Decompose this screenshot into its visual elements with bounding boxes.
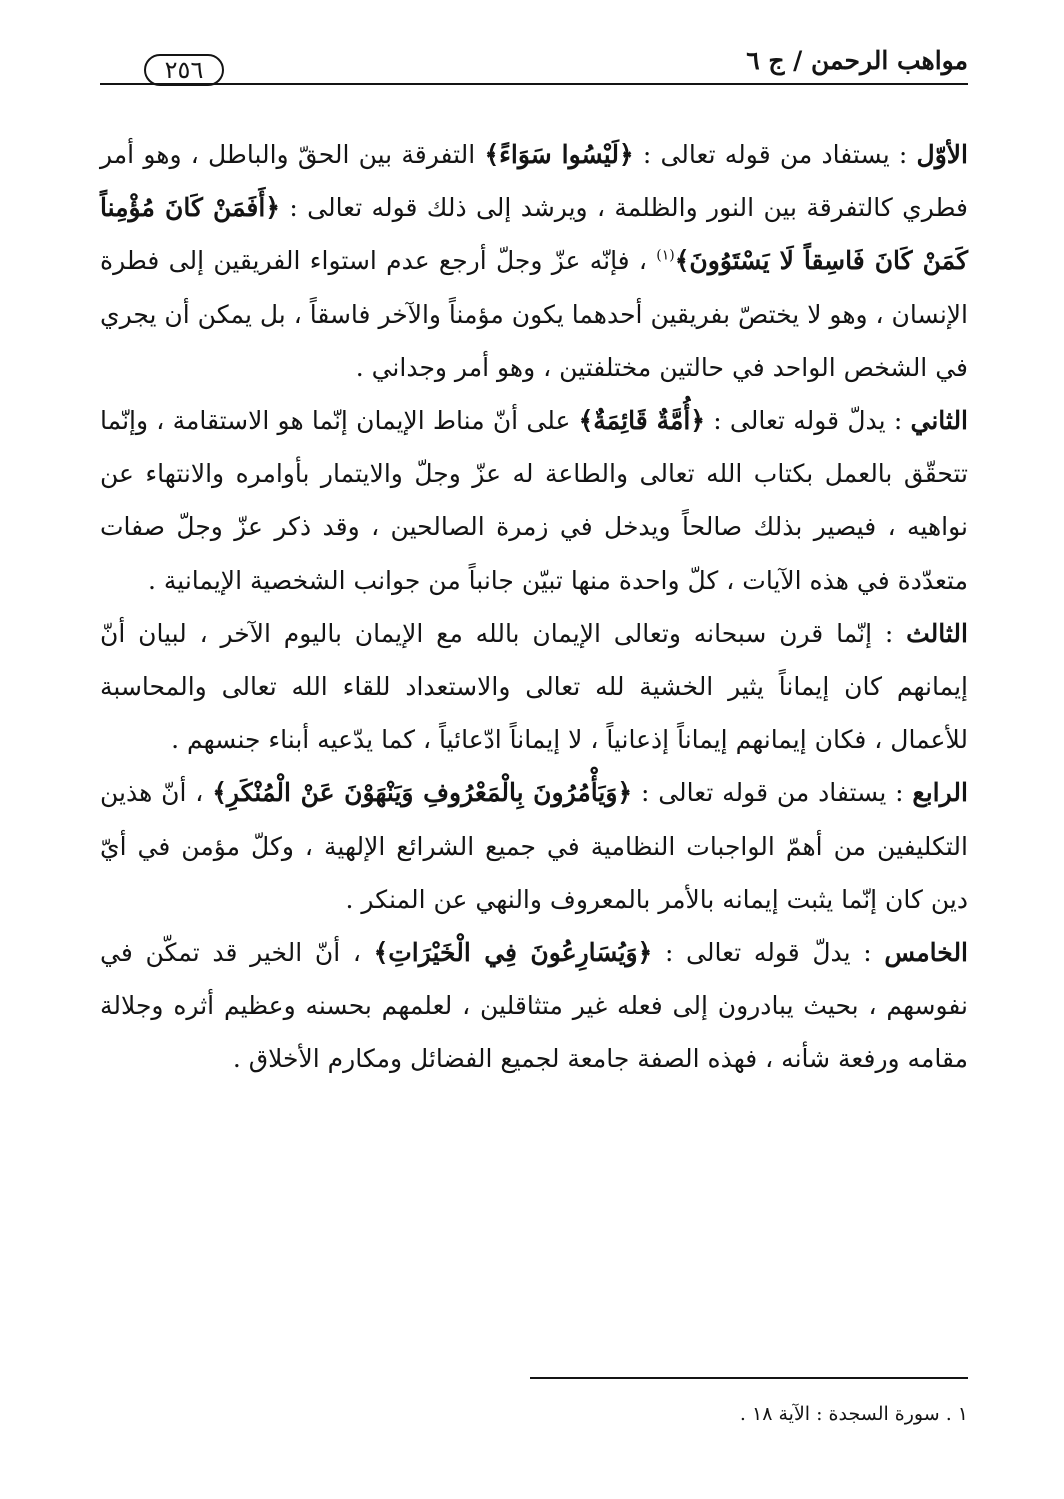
paragraph-text: على أنّ مناط الإيمان إنّما هو الاستقامة ، وإنّما تتحقّق بالعمل بكتاب الله تعالى والطاعة له عزّ وجلّ والايتمار بأوامره والانتهاء عن نواهيه ، فيصير بذلك صالحاً ويدخل في زمرة الصالحين ، وقد ذكر عزّ وجلّ صفات متعدّدة في هذه الآيات ، كلّ واحدة منها تبيّن جانباً من جوانب الشخصية الإيمانية . (100, 406, 968, 595)
paragraph-text: : يدلّ قوله تعالى : (705, 406, 911, 436)
footnote: ١ . سورة السجدة : الآية ١٨ . (739, 1403, 968, 1425)
main-text (100, 128, 968, 1086)
paragraph-text: : يستفاد من قوله تعالى : (633, 140, 917, 169)
paragraph (100, 926, 968, 1086)
quran-quote: ﴿وَيَأْمُرُونَ بِالْمَعْرُوفِ وَيَنْهَوْنَ عَنْ الْمُنْكَرِ﴾ (212, 778, 633, 808)
paragraph-lead: الثاني (910, 406, 969, 436)
paragraph-text: ، أنّ الخير قد تمكّن في نفوسهم ، بحيث يبادرون إلى فعله غير متثاقلين ، لعلمهم بحسنه وعظيم أثره وجلالة مقامه ورفعة شأنه ، فهذه الصفة جامعة لجميع الفضائل ومكارم الأخلاق . (100, 938, 968, 1074)
paragraph-text: : إنّما قرن سبحانه وتعالى الإيمان بالله مع الإيمان باليوم الآخر ، لبيان أنّ إيمانهم كان إيماناً يثير الخشية لله تعالى والاستعداد للقاء الله تعالى والمحاسبة للأعمال ، فكان إيمانهم إيماناً إذعانياً ، لا إيماناً ادّعائياً ، كما يدّعيه أبناء جنسهم . (100, 618, 968, 755)
quran-quote: ﴿وَيُسَارِعُونَ فِي الْخَيْرَاتِ﴾ (373, 938, 653, 968)
paragraph (100, 607, 968, 767)
paragraph-lead: الأوّل (916, 140, 968, 169)
paragraph-lead: الثالث (906, 618, 968, 648)
book-title: مواهب الرحمن / ج ٦ (746, 46, 968, 75)
quran-quote: ﴿أُمَّةٌ قَائِمَةٌ﴾ (578, 406, 706, 436)
page-header (100, 44, 968, 86)
paragraph (100, 766, 968, 926)
paragraph-lead: الخامس (884, 938, 969, 968)
paragraph-text: : يستفاد من قوله تعالى : (632, 778, 913, 808)
paragraph (100, 128, 968, 394)
paragraph-lead: الرابع (912, 778, 968, 808)
paragraph-text: التفرقة بين الحقّ والباطل ، وهو أمر فطري كالتفرقة بين النور والظلمة ، ويرشد إلى ذلك قوله تعالى : (100, 140, 968, 223)
paragraph-text: ، فإنّه عزّ وجلّ أرجع عدم استواء الفريقين إلى فطرة الإنسان ، وهو لا يختصّ بفريقين أحدهما يكون مؤمناً والآخر فاسقاً ، بل يمكن أن يجري في الشخص الواحد في حالتين مختلفتين ، وهو أمر وجداني . (100, 246, 968, 382)
quran-quote: ﴿لَيْسُوا سَوَاءً﴾ (484, 140, 634, 169)
paragraph (100, 394, 968, 607)
footnote-marker: (١) (656, 248, 675, 265)
paragraph-text: ، أنّ هذين التكليفين من أهمّ الواجبات النظامية في جميع الشرائع الإلهية ، وكلّ مؤمن في أيّ دين كان إنّما يثبت إيمانه بالأمر بالمعروف والنهي عن المنكر . (100, 778, 968, 914)
quran-quote: ﴿أَفَمَنْ كَانَ مُؤْمِناً كَمَنْ كَانَ فَاسِقاً لَا يَسْتَوُونَ﴾ (100, 193, 969, 276)
paragraph-text: : يدلّ قوله تعالى : (652, 938, 885, 968)
footnote-divider (530, 1377, 968, 1379)
page-number: ٢٥٦ (144, 54, 224, 86)
header-divider (100, 83, 968, 85)
